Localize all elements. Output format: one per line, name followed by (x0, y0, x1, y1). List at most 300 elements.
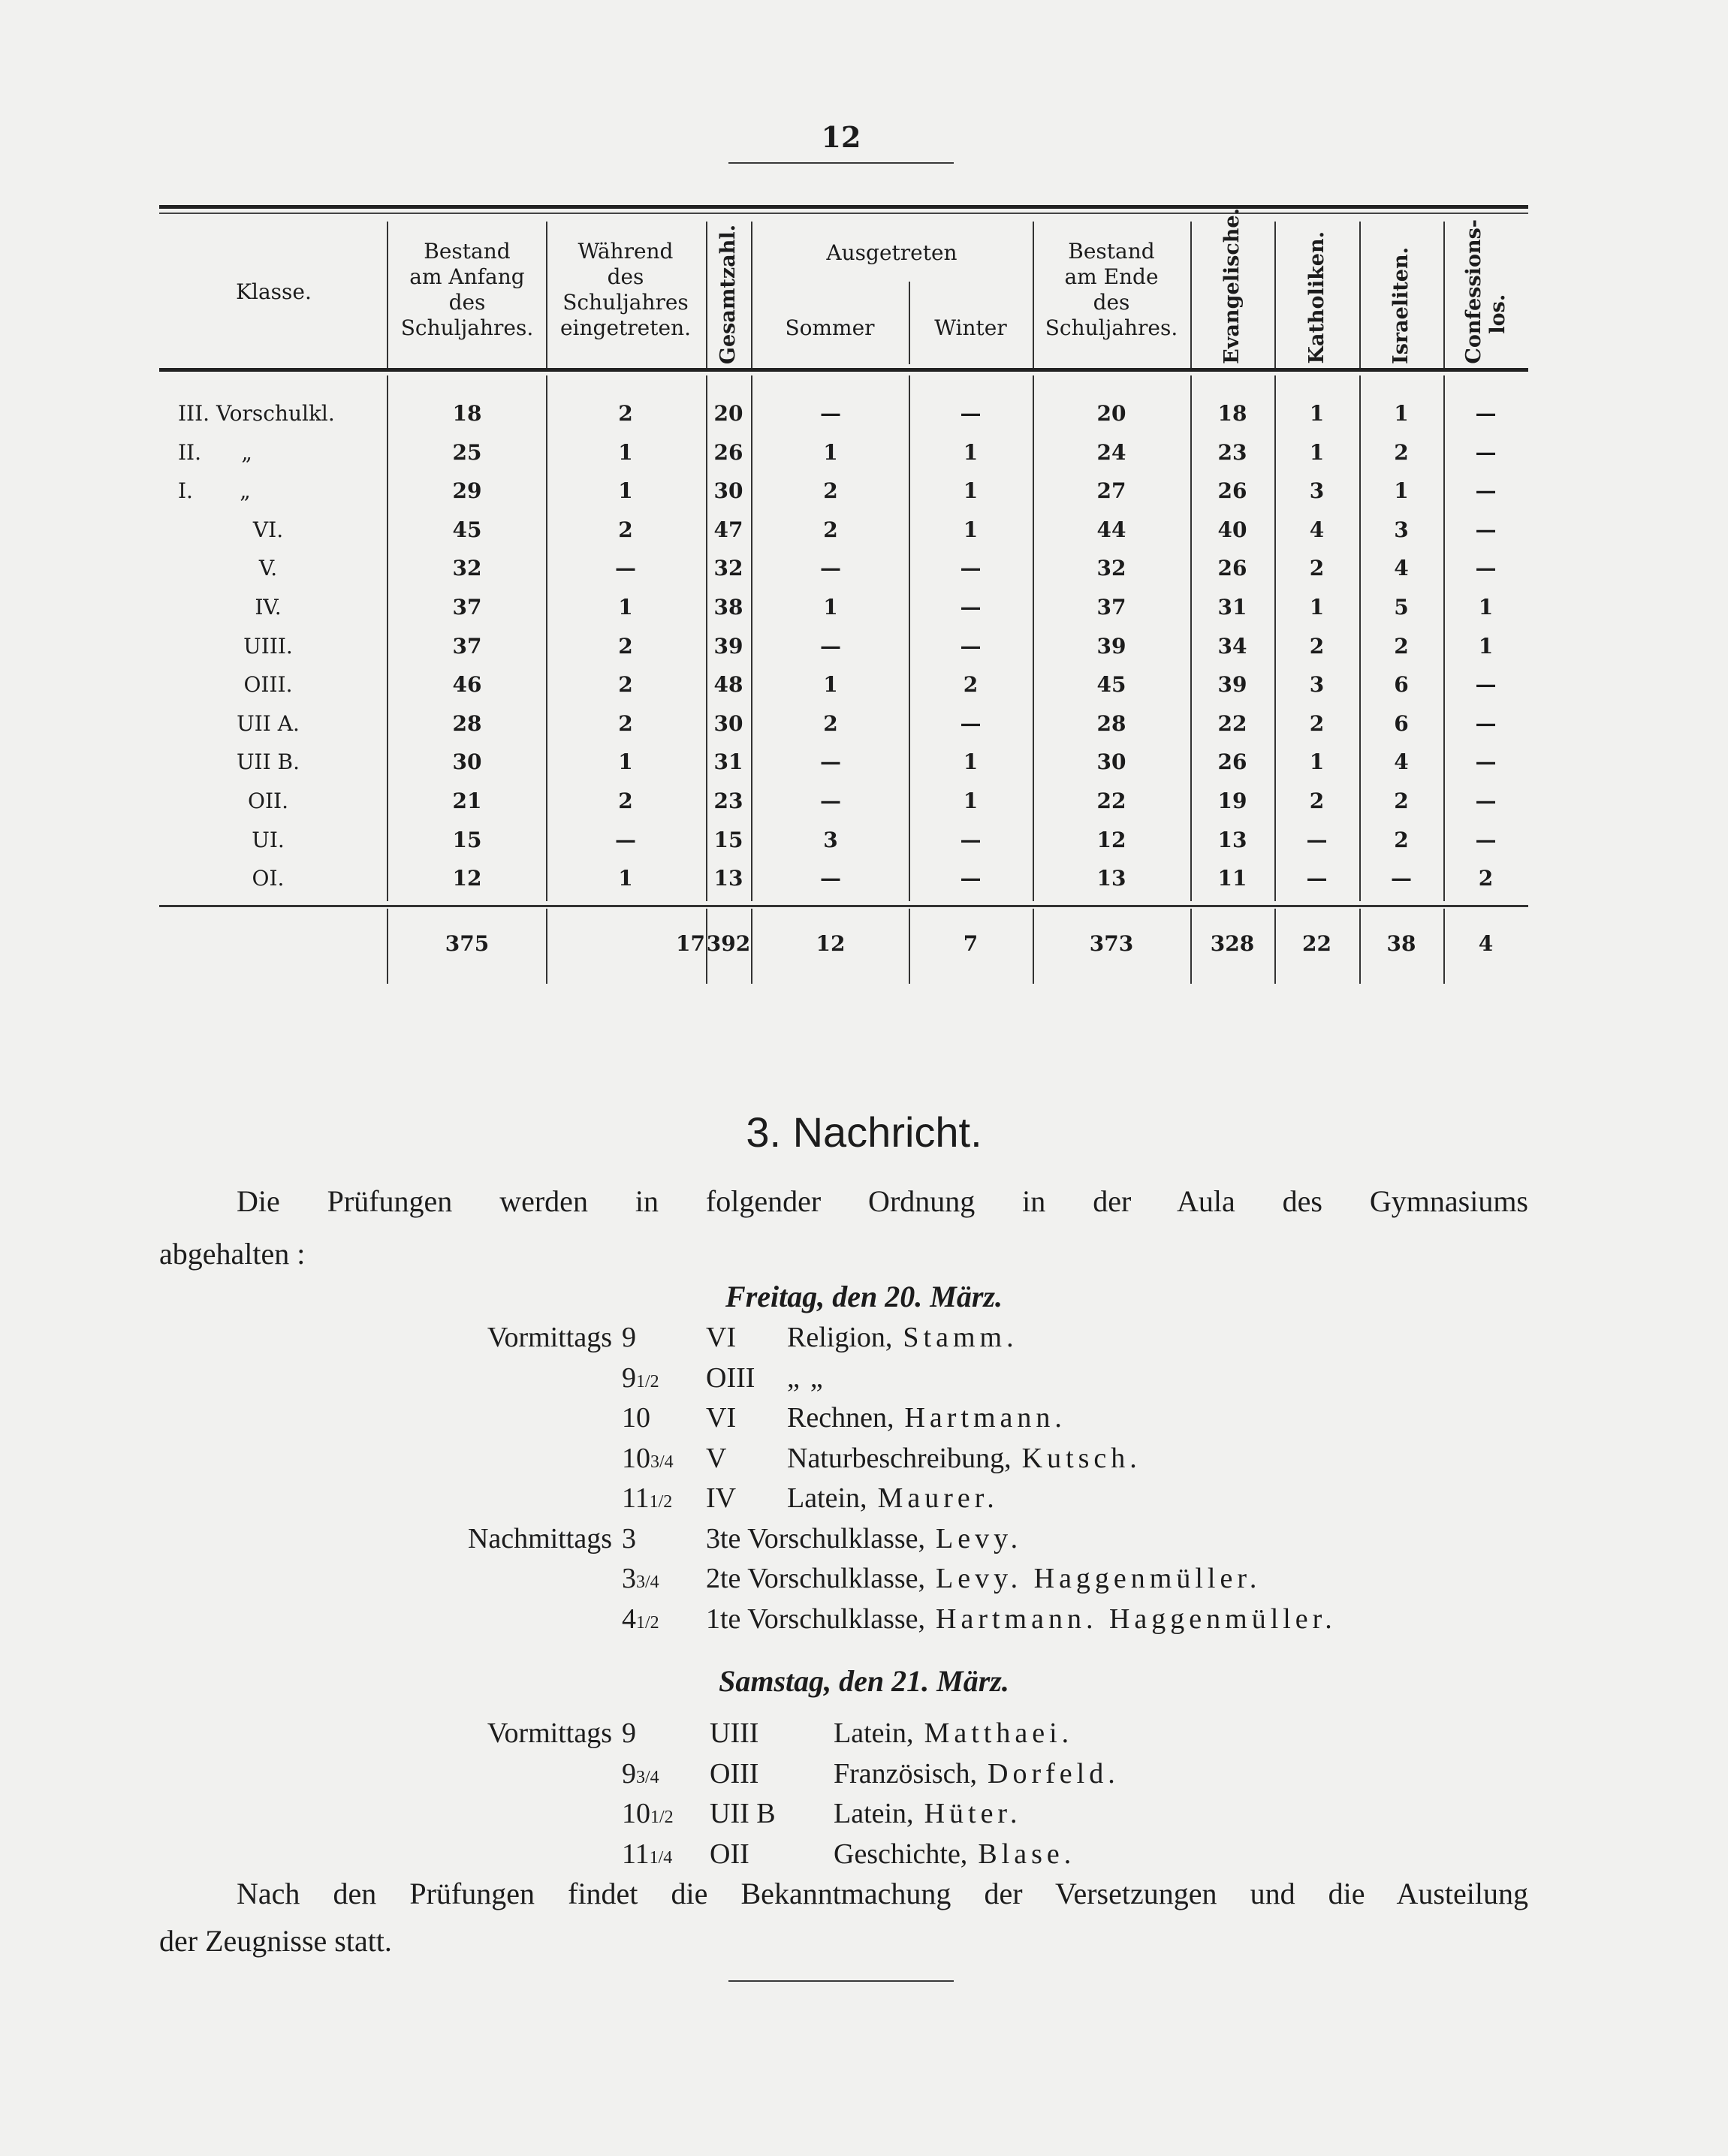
cell-klasse: I. „ (178, 478, 251, 504)
exam-teacher: Hartmann. (904, 1402, 1066, 1434)
cell-evang: 31 (1217, 595, 1247, 620)
header-ausgetreten: Ausgetreten (826, 240, 957, 265)
exam-teacher: Stamm. (903, 1322, 1018, 1353)
cell-sommer: 2 (823, 478, 838, 504)
cell-evang: 23 (1217, 439, 1247, 465)
cell-isr: 6 (1394, 672, 1409, 698)
cell-evang: 34 (1217, 633, 1247, 659)
exam-subject: Naturbeschreibung, (787, 1442, 1012, 1474)
exam-time-hour: 11 (622, 1838, 650, 1870)
cell-conf: — (1475, 517, 1497, 542)
cell-ende: 45 (1096, 672, 1126, 698)
exam-subject: Religion, (787, 1322, 893, 1353)
cell-ende: 44 (1096, 517, 1126, 542)
exam-time (622, 1600, 659, 1642)
cell-kath: 2 (1309, 556, 1325, 581)
table-row (159, 628, 1528, 665)
cell-eingetreten: 2 (618, 672, 633, 698)
cell-isr: 1 (1394, 478, 1409, 504)
total-sommer: 12 (816, 931, 846, 956)
cell-klasse: UII A. (237, 710, 300, 736)
cell-evang: 40 (1217, 517, 1247, 542)
cell-sommer: — (820, 866, 841, 891)
cell-ende: 32 (1096, 556, 1126, 581)
cell-kath: 3 (1309, 478, 1325, 504)
cell-anfang: 46 (452, 672, 482, 698)
totals-row (159, 925, 1528, 963)
cell-anfang: 32 (452, 556, 482, 581)
cell-winter: — (960, 710, 982, 736)
cell-sommer: — (820, 633, 841, 659)
header-confessionslos (1462, 219, 1510, 364)
header-sommer: Sommer (785, 315, 875, 340)
cell-gesamt: 38 (713, 595, 743, 620)
schedule-entry (0, 1398, 1728, 1437)
page-number: 12 (821, 120, 861, 154)
cell-isr: 2 (1394, 633, 1409, 659)
intro-line-1: Die Prüfungen werden in folgender Ordnung in der Aula des Gymnasiums (237, 1184, 1528, 1218)
exam-time-hour: 10 (622, 1442, 650, 1474)
exam-time (622, 1835, 672, 1877)
exam-subject-teacher (706, 1519, 1022, 1558)
cell-conf: — (1475, 789, 1497, 813)
header-evangelische: Evangelische. (1220, 208, 1244, 364)
exam-teacher: Kutsch. (1021, 1442, 1141, 1474)
header-israeliten: Israeliten. (1389, 247, 1413, 364)
cell-gesamt: 30 (713, 710, 743, 736)
cell-gesamt: 26 (713, 439, 743, 465)
cell-klasse: V. (258, 556, 278, 581)
schedule-entry (0, 1519, 1728, 1558)
table-row (159, 550, 1528, 587)
exam-time-fraction: 3/4 (636, 1573, 659, 1592)
exam-period: Vormittags (487, 1322, 612, 1353)
exam-class: V (706, 1442, 727, 1474)
exam-period: Vormittags (487, 1717, 612, 1749)
exam-subject: Latein, (834, 1798, 914, 1829)
exam-subject-teacher (834, 1835, 1075, 1874)
cell-sommer: 2 (823, 517, 838, 542)
schedule-entry (0, 1754, 1728, 1793)
section-heading: 3. Nachricht. (746, 1108, 982, 1156)
cell-klasse: OIII. (243, 672, 293, 698)
exam-subject-teacher (834, 1754, 1120, 1793)
cell-kath: 2 (1309, 789, 1325, 813)
cell-anfang: 30 (452, 749, 482, 775)
header-israeliten-cell (1359, 218, 1443, 364)
cell-winter: — (960, 827, 982, 852)
cell-eingetreten: 1 (618, 866, 633, 891)
cell-anfang: 37 (452, 633, 482, 659)
header-line: los. (1485, 294, 1509, 334)
exam-time-hour: 9 (622, 1361, 636, 1394)
schedule-entry (0, 1439, 1728, 1478)
cell-gesamt: 20 (713, 401, 743, 426)
exam-subject: 2te Vorschulklasse, (706, 1563, 926, 1594)
cell-conf: — (1475, 556, 1497, 581)
table-top-rule (159, 205, 1528, 209)
exam-time (622, 1318, 636, 1357)
schedule-entry (0, 1559, 1728, 1598)
exam-time-fraction: 1/2 (636, 1612, 659, 1633)
cell-evang: 18 (1217, 401, 1247, 426)
cell-evang: 26 (1217, 478, 1247, 504)
cell-isr: — (1391, 866, 1412, 891)
header-confessionslos-cell (1443, 218, 1528, 364)
exam-time-fraction: 3/4 (636, 1767, 659, 1787)
cell-winter: 1 (963, 749, 979, 775)
header-eingetreten (546, 239, 705, 341)
cell-sommer: — (820, 789, 841, 813)
cell-winter: — (960, 401, 982, 426)
header-katholiken: Katholiken. (1304, 231, 1328, 364)
exam-time-hour: 9 (622, 1757, 636, 1790)
schedule-entry (0, 1714, 1728, 1753)
cell-anfang: 28 (452, 710, 482, 736)
cell-ende: 24 (1096, 439, 1126, 465)
exam-subject: 3te Vorschulklasse, (706, 1522, 926, 1554)
cell-winter: 1 (963, 789, 979, 813)
exam-time-fraction: 3/4 (650, 1452, 674, 1472)
header-line: Bestand (1068, 239, 1155, 264)
table-row (159, 743, 1528, 781)
closing-line-2: der Zeugnisse statt. (159, 1924, 392, 1958)
cell-klasse: VI. (252, 517, 284, 542)
cell-eingetreten: 2 (618, 517, 633, 542)
cell-klasse: III. Vorschulkl. (178, 401, 335, 426)
total-kath: 22 (1302, 931, 1331, 956)
exam-time-hour: 11 (622, 1482, 650, 1514)
cell-ende: 28 (1096, 710, 1126, 736)
cell-ende: 20 (1096, 401, 1126, 426)
header-bestand-ende (1033, 239, 1190, 341)
exam-teacher: Levy. Haggenmüller. (936, 1563, 1262, 1594)
exam-time (622, 1358, 659, 1401)
cell-winter: 2 (963, 672, 979, 698)
header-klasse: Klasse. (236, 279, 312, 304)
exam-class: OII (710, 1838, 749, 1870)
exam-teacher: „ (810, 1361, 828, 1394)
cell-sommer: — (820, 556, 841, 581)
exam-time (622, 1559, 659, 1602)
exam-time-hour: 3 (622, 1522, 636, 1554)
header-line: Schuljahres (562, 290, 689, 315)
header-line: eingetreten. (559, 315, 691, 340)
exam-subject-teacher (787, 1358, 828, 1398)
exam-time-fraction: 1/2 (649, 1492, 673, 1512)
cell-klasse: II. „ (178, 439, 252, 465)
cell-klasse: IV. (255, 595, 282, 620)
total-isr: 38 (1386, 931, 1416, 956)
exam-time-hour: 10 (622, 1402, 650, 1434)
exam-time (622, 1794, 674, 1837)
header-gesamtzahl-cell (706, 222, 751, 364)
header-line: des (1093, 290, 1130, 315)
cell-kath: — (1306, 827, 1328, 852)
exam-teacher: Maurer. (877, 1482, 999, 1514)
cell-anfang: 45 (452, 517, 482, 542)
cell-conf: 1 (1478, 633, 1494, 659)
cell-isr: 4 (1394, 556, 1409, 581)
exam-subject-teacher (787, 1479, 999, 1518)
exam-subject: „ (787, 1361, 800, 1394)
table-row (159, 472, 1528, 510)
header-katholiken-cell (1274, 218, 1359, 364)
day-title-friday: Freitag, den 20. März. (725, 1280, 1003, 1313)
cell-eingetreten: 1 (618, 595, 633, 620)
exam-subject-teacher (787, 1439, 1141, 1478)
cell-conf: 1 (1478, 595, 1494, 620)
cell-sommer: 1 (823, 439, 838, 465)
cell-ende: 30 (1096, 749, 1126, 775)
cell-conf: 2 (1478, 866, 1494, 891)
header-line: am Ende (1064, 264, 1159, 289)
total-evang: 328 (1210, 931, 1255, 956)
cell-isr: 2 (1394, 827, 1409, 852)
intro-line-2: abgehalten : (159, 1237, 306, 1271)
cell-conf: — (1475, 710, 1497, 736)
header-line: Bestand (424, 239, 511, 264)
exam-class: UIII (710, 1717, 759, 1749)
cell-ende: 37 (1096, 595, 1126, 620)
cell-evang: 39 (1217, 672, 1247, 698)
cell-conf: — (1475, 749, 1497, 775)
exam-time-fraction: 1/2 (650, 1808, 674, 1827)
exam-time-hour: 4 (622, 1603, 636, 1635)
header-evangelische-cell (1190, 208, 1274, 364)
table-totals-rule (159, 905, 1528, 907)
cell-winter: — (960, 556, 982, 581)
cell-isr: 1 (1394, 401, 1409, 426)
cell-anfang: 15 (452, 827, 482, 852)
exam-teacher: Matthaei. (924, 1717, 1074, 1749)
exam-time (622, 1398, 650, 1437)
schedule-entry (0, 1600, 1728, 1639)
page-number-rule (728, 162, 954, 164)
exam-teacher: Blase. (978, 1838, 1076, 1870)
cell-gesamt: 30 (713, 478, 743, 504)
cell-anfang: 25 (452, 439, 482, 465)
cell-sommer: 2 (823, 710, 838, 736)
cell-anfang: 12 (452, 866, 482, 891)
cell-kath: 2 (1309, 633, 1325, 659)
cell-kath: 1 (1309, 595, 1325, 620)
header-line: Confessions- (1461, 219, 1485, 364)
cell-conf: — (1475, 401, 1497, 426)
exam-subject: 1te Vorschulklasse, (706, 1603, 926, 1635)
cell-conf: — (1475, 672, 1497, 698)
exam-subject: Latein, (787, 1482, 867, 1514)
cell-winter: — (960, 633, 982, 659)
exam-period: Nachmittags (467, 1522, 612, 1554)
exam-class: IV (706, 1482, 737, 1514)
exam-class: OIII (706, 1361, 755, 1394)
table-row (159, 666, 1528, 704)
total-ende: 373 (1089, 931, 1134, 956)
cell-klasse: UII B. (236, 749, 300, 775)
cell-anfang: 29 (452, 478, 482, 504)
table-row (159, 395, 1528, 433)
cell-eingetreten: 1 (618, 439, 633, 465)
exam-time (622, 1439, 674, 1482)
cell-kath: 4 (1309, 517, 1325, 542)
cell-ende: 22 (1096, 789, 1126, 813)
cell-klasse: OII. (248, 789, 288, 813)
exam-class: VI (706, 1402, 737, 1434)
exam-time (622, 1754, 659, 1797)
header-line: des (448, 290, 486, 315)
cell-gesamt: 32 (713, 556, 743, 581)
cell-isr: 5 (1394, 595, 1409, 620)
schedule-entry (0, 1479, 1728, 1518)
cell-gesamt: 48 (713, 672, 743, 698)
exam-teacher: Hartmann. Haggenmüller. (936, 1603, 1337, 1635)
cell-evang: 19 (1217, 789, 1247, 813)
schedule-entry (0, 1318, 1728, 1357)
cell-gesamt: 23 (713, 789, 743, 813)
cell-evang: 13 (1217, 827, 1247, 852)
cell-klasse: UIII. (243, 633, 293, 659)
cell-kath: 1 (1309, 401, 1325, 426)
cell-isr: 4 (1394, 749, 1409, 775)
total-gesamt: 392 (706, 931, 751, 956)
cell-eingetreten: 1 (618, 478, 633, 504)
exam-time-hour: 10 (622, 1798, 650, 1829)
header-line: am Anfang (409, 264, 525, 289)
cell-winter: 1 (963, 439, 979, 465)
header-line: Schuljahres. (1045, 315, 1178, 340)
header-winter: Winter (934, 315, 1007, 340)
cell-gesamt: 15 (713, 827, 743, 852)
table-row (159, 434, 1528, 472)
table-header-rule (159, 368, 1528, 372)
cell-anfang: 18 (452, 401, 482, 426)
exam-time-fraction: 1/4 (649, 1847, 673, 1868)
closing-line-1: Nach den Prüfungen findet die Bekanntmachung der Versetzungen und die Austeilung (237, 1877, 1528, 1910)
cell-kath: 1 (1309, 439, 1325, 465)
cell-isr: 3 (1394, 517, 1409, 542)
exam-time (622, 1479, 672, 1521)
cell-eingetreten: 1 (618, 749, 633, 775)
cell-klasse: UI. (252, 827, 285, 852)
exam-subject: Französisch, (834, 1757, 978, 1790)
cell-sommer: 3 (823, 827, 838, 852)
cell-winter: 1 (963, 478, 979, 504)
cell-sommer: — (820, 401, 841, 426)
exam-time (622, 1714, 636, 1753)
header-bestand-anfang (388, 239, 546, 341)
cell-winter: — (960, 595, 982, 620)
cell-isr: 6 (1394, 710, 1409, 736)
cell-ende: 39 (1096, 633, 1126, 659)
cell-eingetreten: 2 (618, 789, 633, 813)
end-rule (728, 1980, 954, 1982)
cell-evang: 11 (1217, 866, 1247, 891)
exam-subject-teacher (706, 1600, 1337, 1639)
cell-kath: — (1306, 866, 1328, 891)
cell-gesamt: 47 (713, 517, 743, 542)
cell-isr: 2 (1394, 789, 1409, 813)
exam-teacher: Dorfeld. (988, 1757, 1120, 1790)
header-line: Während (578, 239, 674, 264)
cell-evang: 22 (1217, 710, 1247, 736)
total-conf: 4 (1478, 931, 1494, 956)
exam-subject-teacher (787, 1398, 1066, 1437)
exam-subject-teacher (834, 1714, 1073, 1753)
exam-subject-teacher (706, 1559, 1261, 1598)
cell-gesamt: 31 (713, 749, 743, 775)
table-top-rule-thin (159, 213, 1528, 214)
cell-gesamt: 13 (713, 866, 743, 891)
exam-time (622, 1519, 636, 1558)
cell-winter: 1 (963, 517, 979, 542)
total-winter: 7 (963, 931, 979, 956)
total-eingetreten: 17 (676, 931, 705, 956)
exam-class: VI (706, 1322, 737, 1353)
exam-time-hour: 3 (622, 1563, 636, 1594)
cell-conf: — (1475, 439, 1497, 465)
schedule-entry (0, 1794, 1728, 1833)
header-line: des (607, 264, 644, 289)
table-row (159, 782, 1528, 820)
cell-ende: 13 (1096, 866, 1126, 891)
exam-time-hour: 9 (622, 1717, 636, 1749)
cell-ende: 27 (1096, 478, 1126, 504)
total-anfang: 375 (445, 931, 490, 956)
schedule-entry (0, 1358, 1728, 1398)
cell-conf: — (1475, 478, 1497, 504)
header-line: Schuljahres. (400, 315, 534, 340)
header-gesamtzahl: Gesamtzahl. (716, 224, 740, 364)
schedule-entry (0, 1835, 1728, 1874)
cell-kath: 3 (1309, 672, 1325, 698)
exam-subject-teacher (787, 1318, 1018, 1357)
exam-subject-teacher (834, 1794, 1022, 1833)
cell-anfang: 21 (452, 789, 482, 813)
cell-sommer: 1 (823, 672, 838, 698)
cell-klasse: OI. (252, 866, 285, 891)
exam-subject: Geschichte, (834, 1838, 968, 1870)
cell-eingetreten: 2 (618, 401, 633, 426)
cell-eingetreten: 2 (618, 633, 633, 659)
table-row (159, 511, 1528, 549)
cell-ende: 12 (1096, 827, 1126, 852)
exam-time-hour: 9 (622, 1322, 636, 1353)
table-row (159, 589, 1528, 626)
cell-gesamt: 39 (713, 633, 743, 659)
cell-evang: 26 (1217, 749, 1247, 775)
exam-class: UII B (710, 1798, 776, 1829)
exam-teacher: Levy. (936, 1522, 1023, 1554)
exam-subject: Latein, (834, 1717, 914, 1749)
day-title-saturday: Samstag, den 21. März. (719, 1664, 1009, 1698)
cell-eingetreten: — (615, 827, 636, 852)
cell-conf: — (1475, 827, 1497, 852)
cell-sommer: — (820, 749, 841, 775)
exam-subject: Rechnen, (787, 1402, 894, 1434)
cell-eingetreten: 2 (618, 710, 633, 736)
cell-isr: 2 (1394, 439, 1409, 465)
cell-kath: 2 (1309, 710, 1325, 736)
table-row (159, 860, 1528, 897)
exam-time-fraction: 1/2 (636, 1371, 659, 1392)
cell-evang: 26 (1217, 556, 1247, 581)
cell-sommer: 1 (823, 595, 838, 620)
cell-eingetreten: — (615, 556, 636, 581)
exam-teacher: Hüter. (924, 1798, 1022, 1829)
table-row (159, 822, 1528, 859)
table-row (159, 705, 1528, 743)
